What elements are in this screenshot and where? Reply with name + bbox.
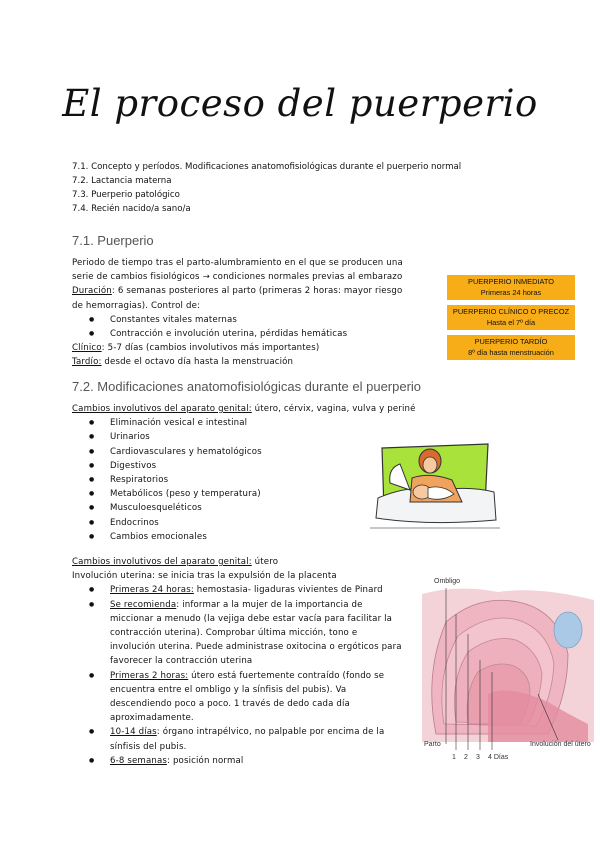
- badge-sub: 8º día hasta menstruación: [468, 347, 554, 357]
- control-list: [72, 313, 403, 341]
- list-item: ● Urinarios: [72, 430, 416, 444]
- uterus-list: [72, 583, 402, 768]
- cambios-label: Cambios involutivos del aparato genital:: [72, 404, 252, 414]
- item-text: : órgano intrapélvico, no palpable por encima de la sínfisis del pubis.: [110, 727, 385, 752]
- list-item: ● Cardiovasculares y hematológicos: [72, 445, 416, 459]
- badge-puerperio-tardio: [447, 335, 575, 360]
- day-label: 3: [476, 754, 480, 761]
- item-label: 6-8 semanas: [110, 755, 168, 766]
- badge-puerperio-clinico: [447, 305, 575, 330]
- definition-line: serie de cambios fisiológicos → condiciones normales previas al embarazo: [72, 272, 403, 283]
- item-label: Primeras 24 horas:: [110, 585, 194, 596]
- badge-sub: Hasta el 7º día: [486, 317, 536, 327]
- list-item: ● Musculoesqueléticos: [72, 501, 416, 515]
- item-text: útero está fuertemente contraído (fondo se encuentra entre el ombligo y la sínfisis del pubis). Va descendiendo poco a poco. 1 través de dedo cada día aproximadamente.: [110, 670, 385, 724]
- list-item: ● Contracción e involución uterina, pérdidas hemáticas: [72, 327, 403, 341]
- day-label: 2: [464, 754, 468, 761]
- list-item: ● Constantes vitales maternas: [72, 313, 403, 327]
- day-label: 4 Días: [488, 754, 509, 761]
- list-item: ● Endocrinos: [72, 516, 416, 530]
- cambios-text: útero, cérvix, vagina, vulva y periné: [251, 404, 416, 414]
- badge-sub: Primeras 24 horas: [480, 287, 542, 297]
- tardio-text: desde el octavo día hasta la menstruación: [101, 357, 294, 368]
- toc-item: 7.1. Concepto y períodos. Modificaciones anatomofisiológicas durante el puerperio normal: [72, 162, 462, 172]
- section-heading-puerperio: 7.1. Puerperio: [72, 233, 154, 248]
- list-item: [72, 725, 402, 753]
- duracion-label: Duración: [72, 286, 112, 297]
- cambios2-label: Cambios involutivos del aparato genital:: [72, 557, 252, 567]
- tardio-label: Tardío:: [72, 357, 102, 368]
- item-text: : posición normal: [167, 755, 244, 766]
- parto-label: Parto: [424, 741, 441, 748]
- list-item: ● Digestivos: [72, 459, 416, 473]
- cambios-block: [72, 402, 416, 544]
- clinico-text: : 5-7 días (cambios involutivos más importantes): [101, 343, 320, 354]
- day-label: 1: [452, 754, 456, 761]
- clinico-label: Clínico: [72, 343, 102, 354]
- list-item: [72, 669, 402, 726]
- item-label: Se recomienda: [110, 599, 177, 610]
- list-item: ● Respiratorios: [72, 473, 416, 487]
- involucion-label: Involución del útero: [530, 741, 591, 748]
- toc-item: 7.4. Recién nacido/a sano/a: [72, 204, 191, 214]
- cambios2-text: útero: [251, 557, 279, 567]
- puerperio-definition: [72, 256, 403, 370]
- involucion-text: Involución uterina: se inicia tras la expulsión de la placenta: [72, 571, 337, 582]
- duracion-text: : 6 semanas posteriores al parto (primeras 2 horas: mayor riesgo: [111, 286, 403, 297]
- uterus-involution-diagram: [418, 574, 598, 764]
- list-item: [72, 754, 402, 768]
- item-label: Primeras 2 horas:: [110, 670, 189, 681]
- badge-title: PUERPERIO INMEDIATO: [468, 277, 554, 286]
- toc-item: 7.3. Puerperio patológico: [72, 190, 180, 200]
- definition-line: Periodo de tiempo tras el parto-alumbramiento en el que se producen una: [72, 258, 403, 268]
- item-text: hemostasia- ligaduras vivientes de Pinard: [193, 585, 383, 596]
- page-title: El proceso del puerperio: [62, 82, 538, 125]
- list-item: ● Cambios emocionales: [72, 530, 416, 544]
- badge-puerperio-inmediato: [447, 275, 575, 300]
- cambios-list: [72, 416, 416, 544]
- duracion-text-cont: de hemorragias). Control de:: [72, 300, 201, 311]
- list-item: [72, 583, 402, 597]
- item-text: : informar a la mujer de la importancia de miccionar a menudo (la vejiga debe estar vacía para facilitar la contracción uterina). Comprobar última micción, tono e involución uterina. Puede administrase oxitocina o ergóticos para favorecer la contracción uterina: [110, 599, 402, 667]
- table-of-contents: [72, 160, 461, 216]
- list-item: [72, 598, 402, 669]
- section-heading-modificaciones: 7.2. Modificaciones anatomofisiológicas durante el puerperio: [72, 379, 422, 394]
- list-item: ● Metabólicos (peso y temperatura): [72, 487, 416, 501]
- involucion-block: [72, 555, 402, 768]
- toc-item: 7.2. Lactancia materna: [72, 176, 172, 186]
- list-item: ● Eliminación vesical e intestinal: [72, 416, 416, 430]
- item-label: 10-14 días: [110, 727, 157, 738]
- badge-title: PUERPERIO TARDÍO: [474, 337, 548, 346]
- badge-title: PUERPERIO CLÍNICO O PRECOZ: [452, 307, 570, 316]
- mother-baby-clipart: [370, 428, 500, 530]
- ombligo-label: Ombligo: [434, 578, 461, 585]
